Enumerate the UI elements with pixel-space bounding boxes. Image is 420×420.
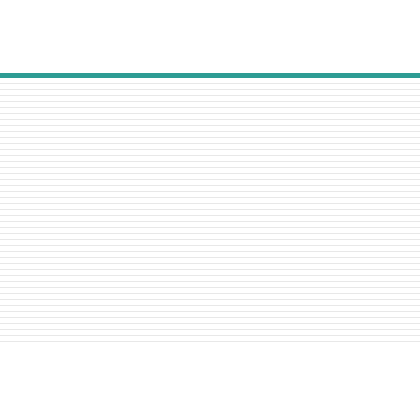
top-bar <box>0 0 420 70</box>
table-cell[interactable] <box>328 342 349 346</box>
table-body <box>0 78 420 345</box>
spreadsheet[interactable] <box>0 73 420 345</box>
table-cell[interactable] <box>80 342 105 346</box>
table-cell[interactable] <box>386 342 420 346</box>
table-cell[interactable] <box>248 342 307 346</box>
table-cell[interactable] <box>105 342 139 346</box>
table-cell[interactable] <box>21 342 80 346</box>
table-cell[interactable] <box>139 342 189 346</box>
table-row[interactable] <box>0 342 420 346</box>
table-cell[interactable] <box>307 342 328 346</box>
table-cell[interactable] <box>189 342 248 346</box>
data-table <box>0 73 420 345</box>
table-cell[interactable] <box>349 342 387 346</box>
table-cell[interactable] <box>0 342 21 346</box>
